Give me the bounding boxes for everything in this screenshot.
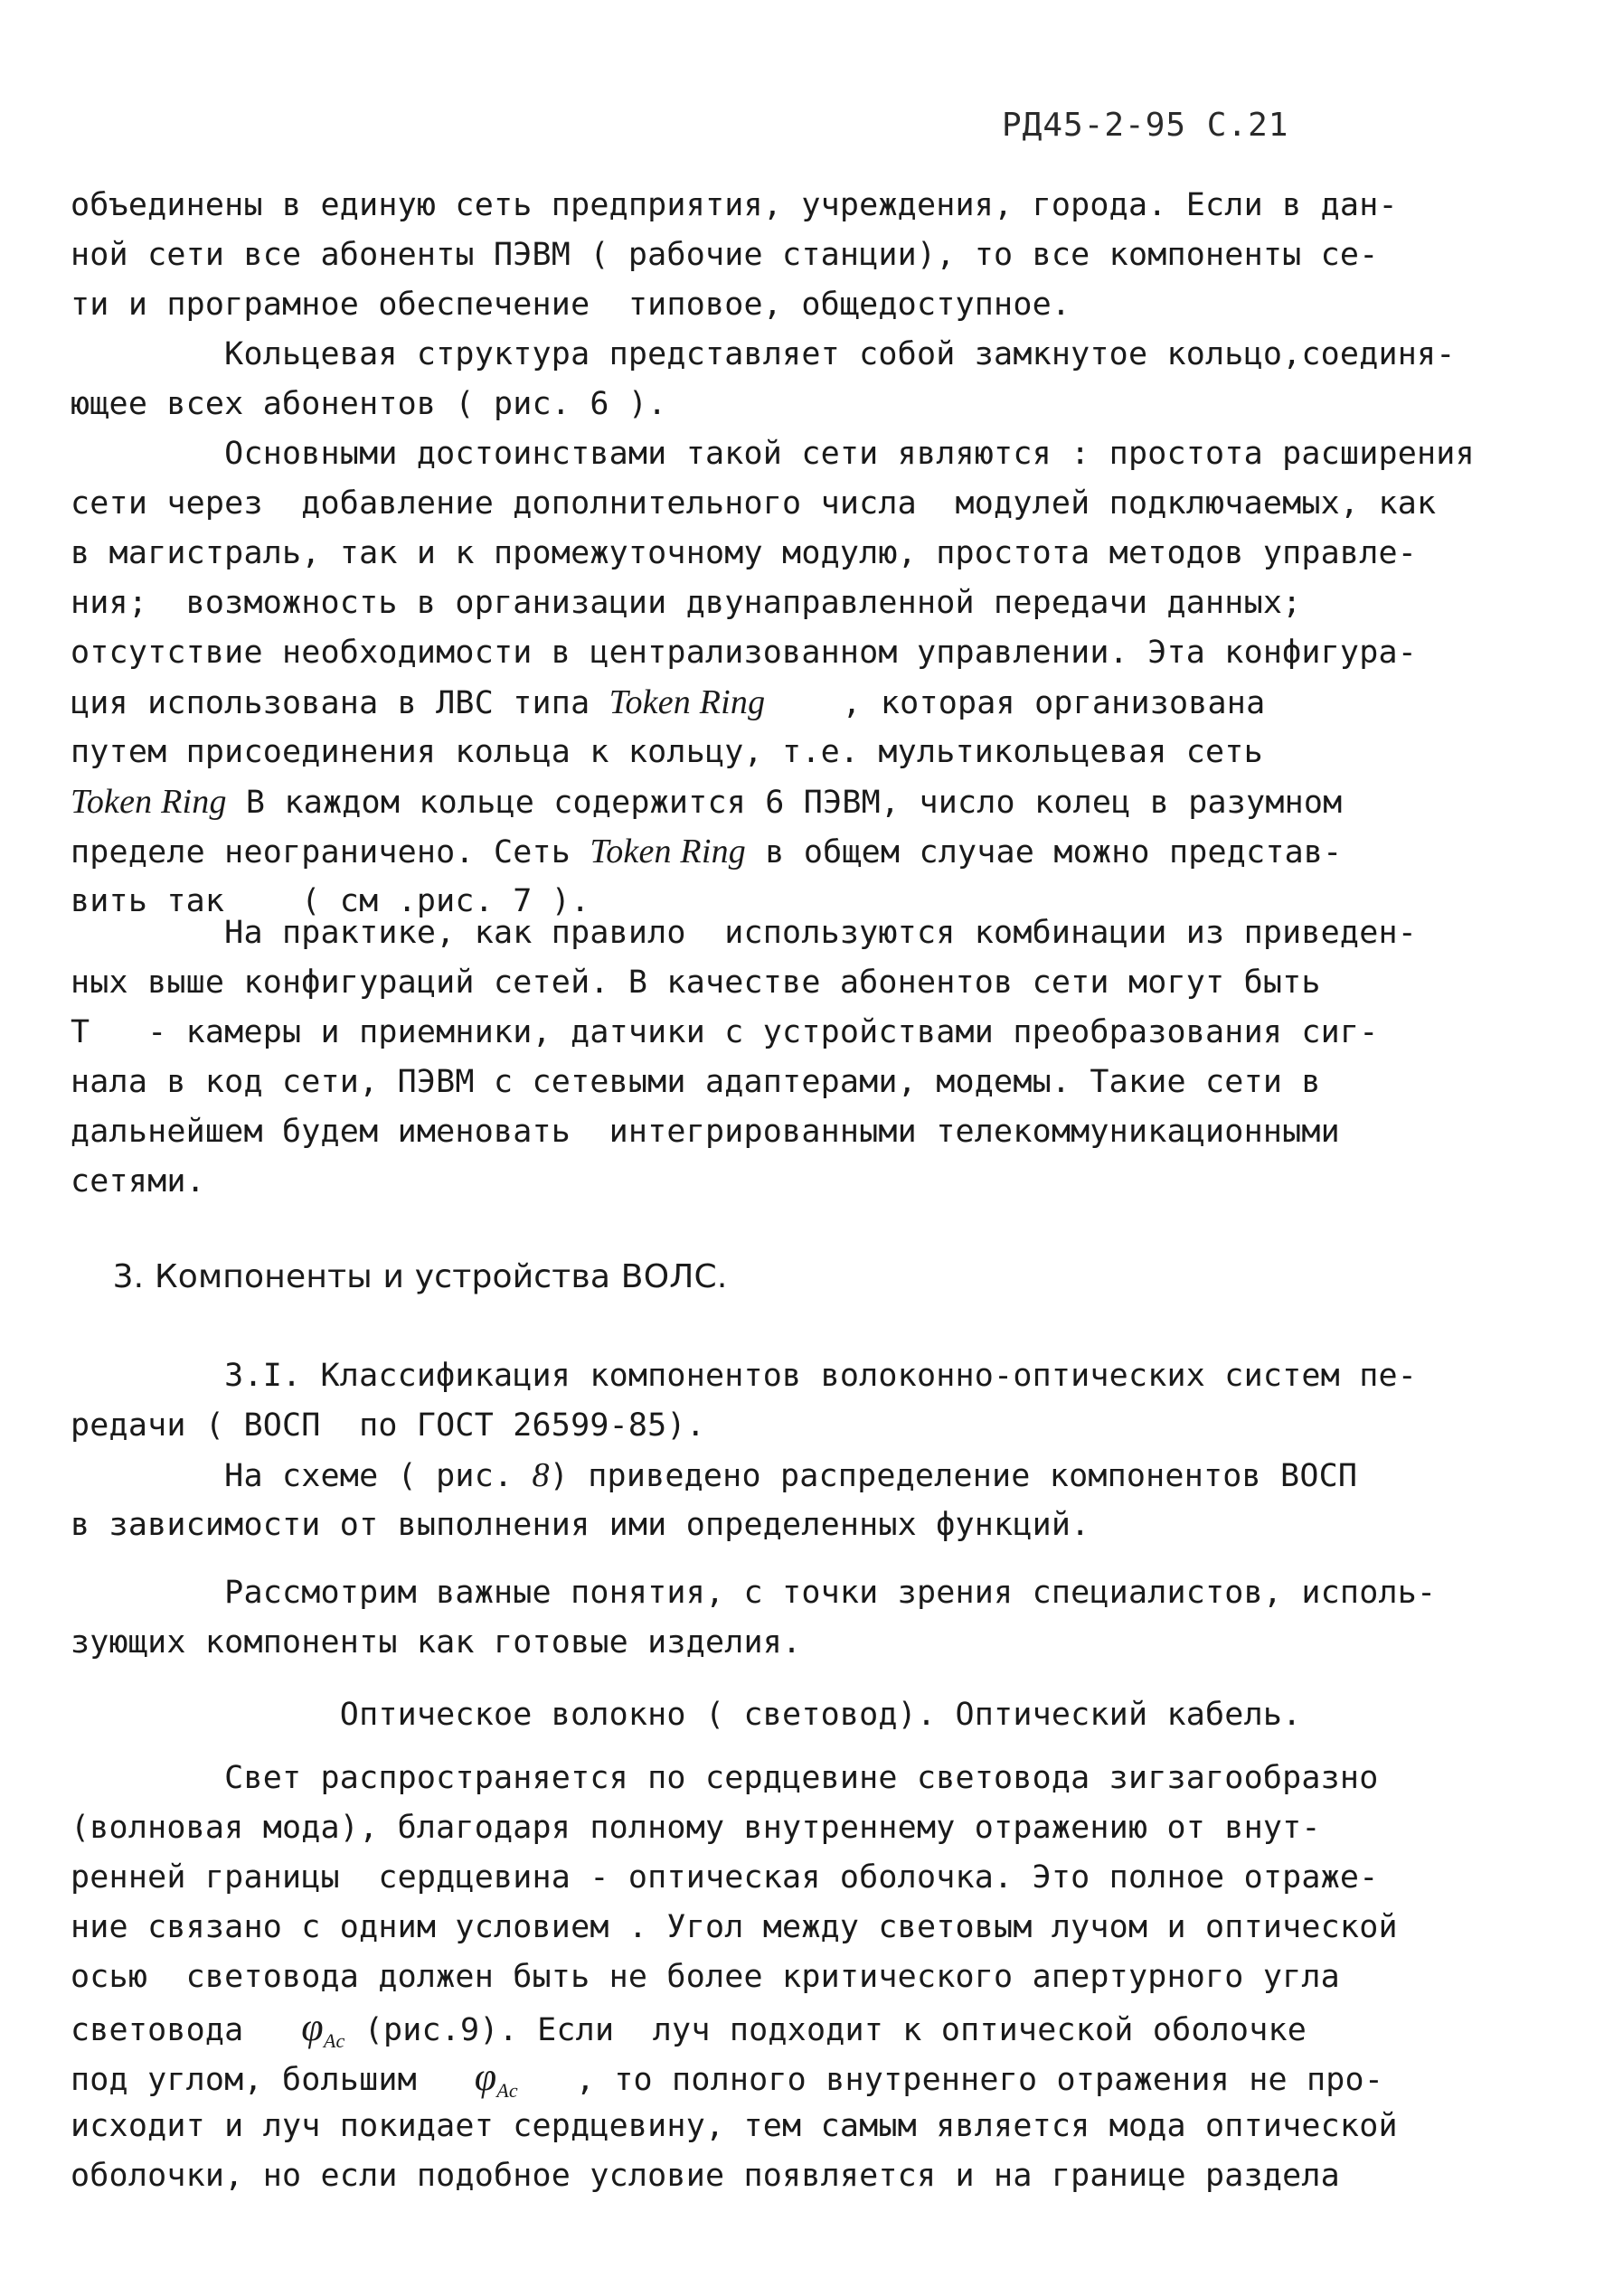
aperture-angle-subscript: Ac	[323, 2029, 345, 2052]
text-fragment: , которая организована	[765, 685, 1266, 721]
text-line: исходит и луч покидает сердцевину, тем самым является мода оптической	[71, 2108, 1398, 2144]
text-fragment: (рис.9). Если луч подходит к оптической оболочке	[344, 2012, 1307, 2048]
text-line: в магистраль, так и к промежуточному модулю, простота методов управле-	[71, 535, 1418, 571]
paragraph-practice	[71, 908, 1535, 1207]
text-line: зующих компоненты как готовые изделия.	[71, 1624, 802, 1661]
text-line	[71, 827, 1535, 877]
text-line	[71, 2002, 1535, 2052]
text-line: На практике, как правило используются комбинации из приведен-	[71, 915, 1418, 951]
section-heading	[71, 1252, 1535, 1302]
text-fragment: в общем случае можно представ-	[746, 834, 1343, 870]
text-fragment: , то полного внутреннего отражения не про-	[517, 2062, 1384, 2098]
text-line: отсутствие необходимости в централизованном управлении. Эта конфигура-	[71, 635, 1418, 671]
token-ring-term: Token Ring	[590, 833, 746, 870]
text-line: осью световода должен быть не более критического апертурного угла	[71, 1959, 1340, 1995]
text-line: Рассмотрим важные понятия, с точки зрения специалистов, исполь-	[71, 1575, 1437, 1611]
text-line: в зависимости от выполнения ими определенных функций.	[71, 1507, 1090, 1543]
figure-number: 8	[532, 1456, 550, 1494]
aperture-angle-symbol: φ	[301, 2005, 324, 2049]
text-line	[71, 2052, 1535, 2102]
text-line: нала в код сети, ПЭВМ с сетевыми адаптерами, модемы. Такие сети в	[71, 1064, 1321, 1100]
section-title: 3. Компоненты и устройства ВОЛС.	[71, 1258, 728, 1295]
subsection-title: 3.I. Классификация компонентов волоконно-оптических систем пе-	[71, 1358, 1418, 1394]
text-fragment: пределе неограничено. Сеть	[71, 834, 590, 870]
text-line: ной сети все абоненты ПЭВМ ( рабочие станции), то все компоненты се-	[71, 237, 1379, 273]
document-code: РД45-2-95 С.21	[1002, 107, 1289, 144]
text-line: дальнейшем будем именовать интегрированными телекоммуникационными	[71, 1114, 1340, 1150]
text-fragment: ция использована в ЛВС типа	[71, 685, 609, 721]
text-line: ющее всех абонентов ( рис. 6 ).	[71, 386, 667, 422]
text-line: сети через добавление дополнительного числа модулей подключаемых, как	[71, 485, 1437, 522]
subsection-title: редачи ( ВОСП по ГОСТ 26599-85).	[71, 1407, 705, 1444]
text-line: ных выше конфигураций сетей. В качестве абонентов сети могут быть	[71, 965, 1321, 1001]
topic-title: Оптическое волокно ( световод). Оптический кабель.	[71, 1697, 1302, 1733]
text-line: ренней границы сердцевина - оптическая оболочка. Это полное отраже-	[71, 1859, 1379, 1896]
text-line: оболочки, но если подобное условие появляется и на границе раздела	[71, 2158, 1340, 2194]
centered-heading	[71, 1690, 1535, 1740]
text-line: Основными достоинствами такой сети являются : простота расширения	[71, 436, 1475, 472]
text-fragment: ) приведено распределение компонентов ВОСП	[549, 1458, 1358, 1494]
text-fragment: световода	[71, 2012, 302, 2048]
text-line: объединены в единую сеть предприятия, учреждения, города. Если в дан-	[71, 187, 1398, 223]
text-fragment: На схеме ( рис.	[71, 1458, 533, 1494]
text-line: Свет распространяется по сердцевине световода зигзагообразно	[71, 1760, 1379, 1796]
text-line: путем присоединения кольца к кольцу, т.е. мультикольцевая сеть	[71, 734, 1263, 770]
text-line: Т - камеры и приемники, датчики с устройствами преобразования сиг-	[71, 1014, 1379, 1050]
text-line	[71, 1451, 1535, 1501]
aperture-angle-symbol: φ	[474, 2055, 497, 2099]
text-line: (волновая мода), благодаря полному внутреннему отражению от внут-	[71, 1810, 1321, 1846]
subsection-block	[71, 1351, 1535, 1550]
text-line: сетями.	[71, 1163, 205, 1200]
paragraph-optical-fiber	[71, 1754, 1535, 2201]
text-fragment: В каждом кольце содержится 6 ПЭВМ, число колец в разумном	[226, 785, 1343, 821]
paragraph-concepts	[71, 1568, 1535, 1668]
text-fragment: под углом, большим	[71, 2062, 475, 2098]
text-line: ния; возможность в организации двунаправленной передачи данных;	[71, 585, 1302, 621]
text-line: ти и програмное обеспечение типовое, общедоступное.	[71, 287, 1071, 323]
aperture-angle-subscript: Ac	[496, 2079, 518, 2102]
text-line	[71, 777, 1535, 827]
token-ring-term: Token Ring	[71, 783, 227, 821]
text-line	[71, 678, 1535, 728]
text-line: ние связано с одним условием . Угол между световым лучом и оптической	[71, 1909, 1398, 1945]
text-line: Кольцевая структура представляет собой замкнутое кольцо,соединя-	[71, 336, 1456, 372]
paragraph-network	[71, 181, 1535, 927]
text-line: вить так ( см .рис. 7 ).	[71, 883, 590, 919]
token-ring-term: Token Ring	[609, 683, 766, 721]
